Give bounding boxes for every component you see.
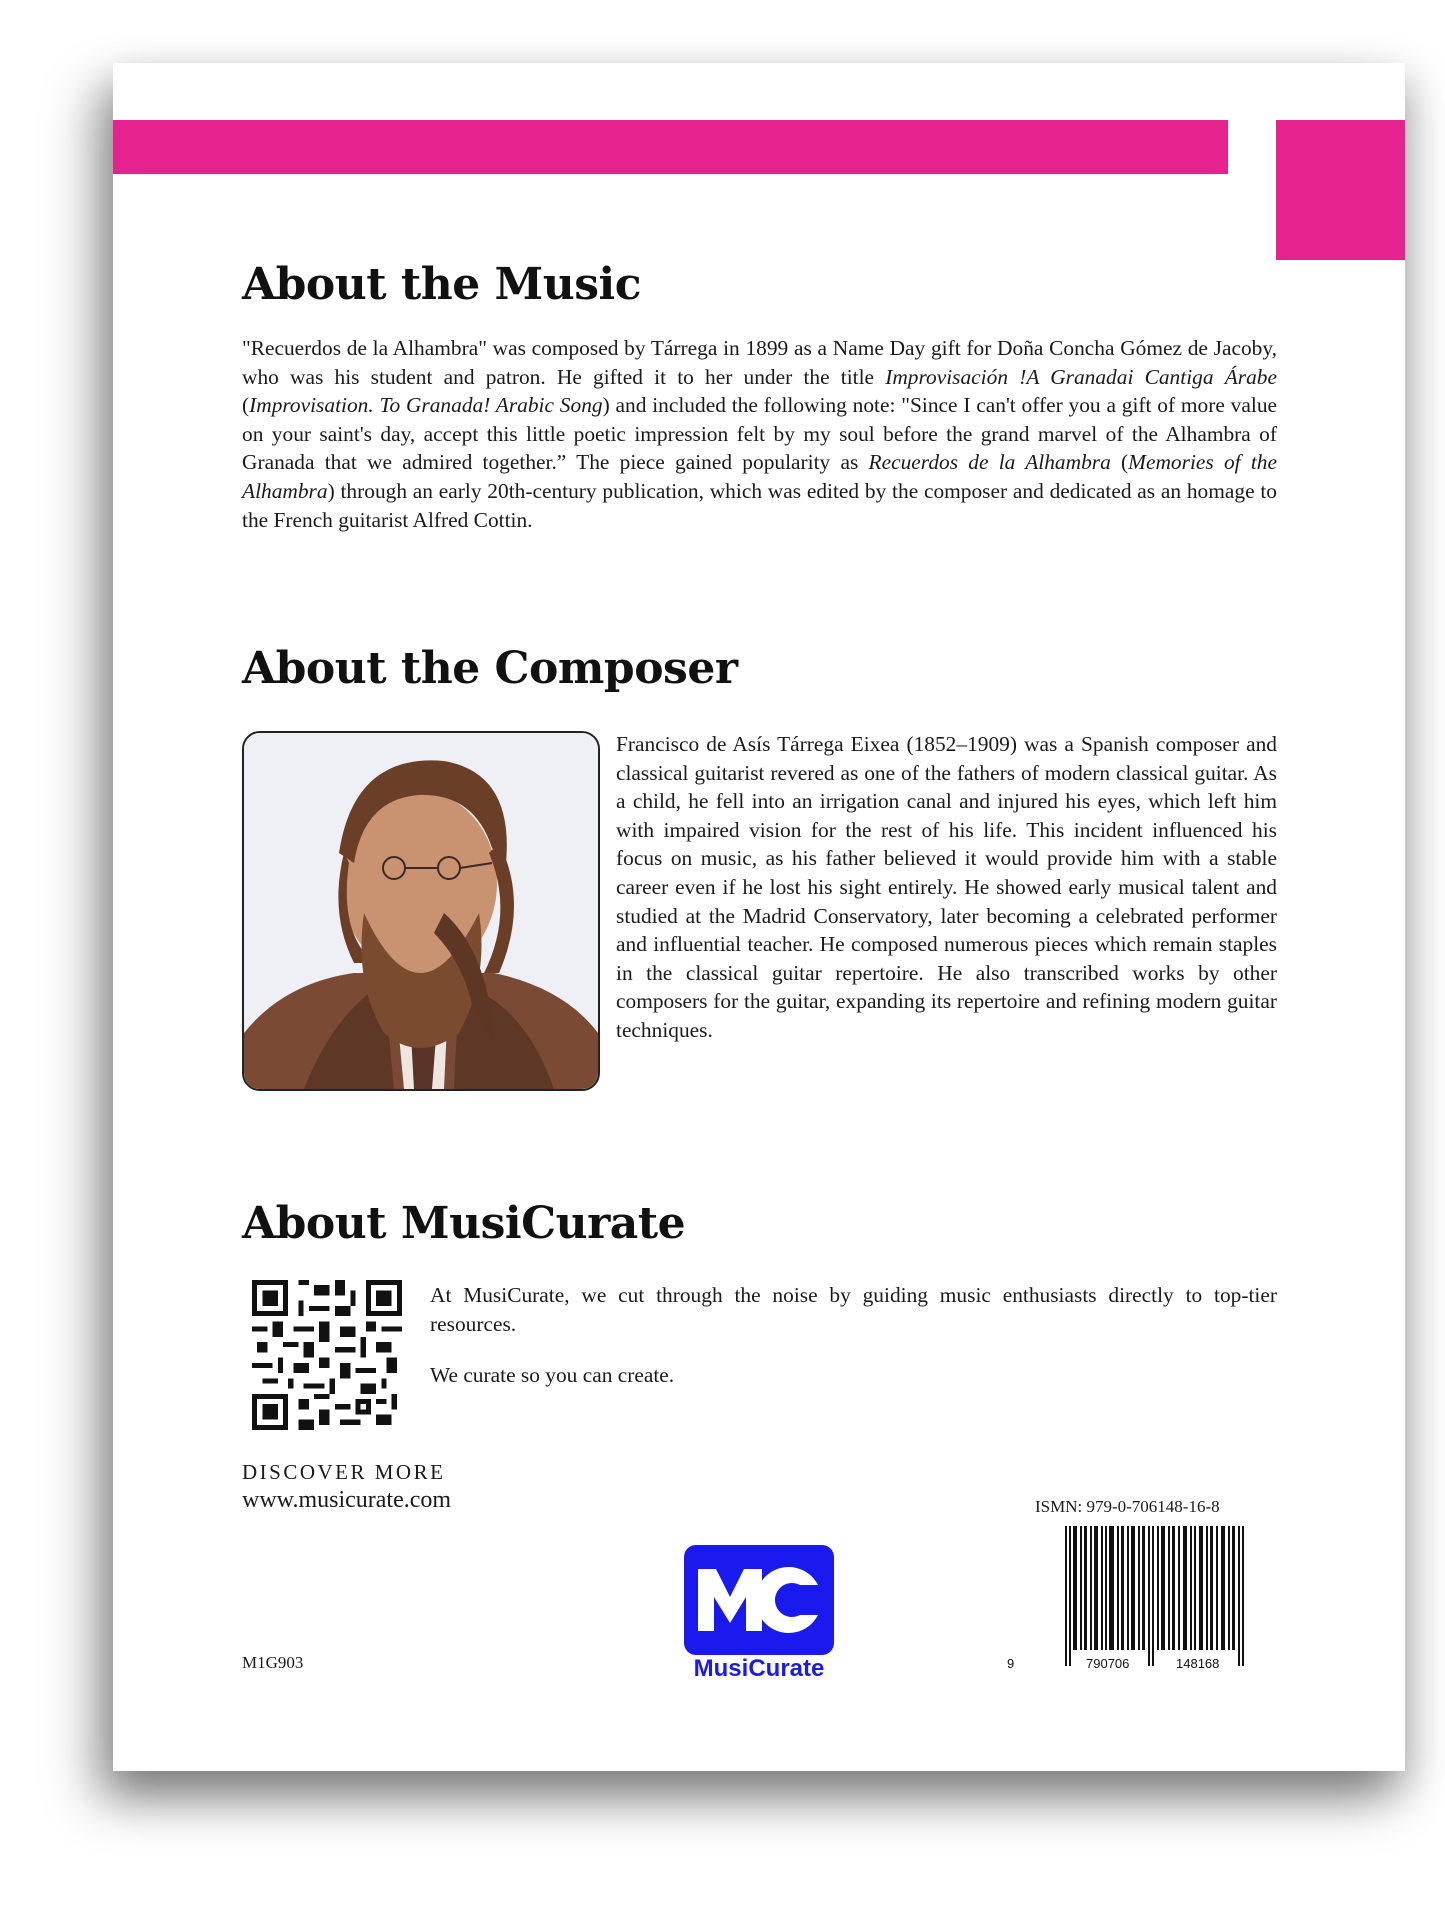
music-text-1: "Recuerdos de la Alhambra" was composed by Tárrega in 1899 as a Name Day gift for Doña Concha Gómez de Jacoby, who was his student and patron. He gifted it to her under the title: [242, 336, 1277, 389]
composer-portrait-illustration: [244, 733, 598, 1089]
website-link[interactable]: www.musicurate.com: [242, 1487, 452, 1513]
musicurate-logo-icon: [684, 1545, 834, 1655]
music-text-4: (: [1110, 450, 1129, 475]
barcode-digits-right: 148168: [1176, 1656, 1220, 1671]
music-italic-title-4: Memories of the Alhambra: [242, 450, 1277, 503]
music-heading: About the Music: [242, 259, 641, 310]
music-italic-title-1: Improvisación !A Granadai Cantiga Árabe: [885, 364, 1277, 389]
musicurate-text-1: At MusiCurate, we cut through the noise by guiding music enthusiasts directly to top-tier resources.: [430, 1283, 1277, 1336]
music-text-2: (: [242, 393, 250, 418]
barcode-graphic: [1035, 1526, 1267, 1670]
barcode-first-digit: 9: [1007, 1656, 1015, 1671]
accent-bar-top: [113, 120, 1228, 174]
barcode-digits-left: 790706: [1086, 1656, 1130, 1671]
composer-portrait: [242, 731, 600, 1091]
musicurate-tagline: We curate so you can create.: [430, 1363, 675, 1387]
musicurate-logo-text: MusiCurate: [693, 1655, 825, 1682]
book-back-cover: [113, 63, 1405, 1771]
accent-block-corner: [1276, 120, 1405, 260]
catalog-code: M1G903: [242, 1653, 304, 1672]
musicurate-heading: About MusiCurate: [242, 1198, 686, 1249]
discover-more-label: DISCOVER MORE: [242, 1460, 446, 1484]
music-italic-title-3: Recuerdos de la Alhambra: [868, 450, 1111, 475]
composer-heading: About the Composer: [242, 643, 738, 694]
composer-paragraph: Francisco de Asís Tárrega Eixea (1852–1909) was a Spanish composer and classical guitarist revered as one of the fathers of modern classical guitar. As a child, he fell into an irrigation canal and injured his eyes, which left him with impaired vision for the rest of his life. This incident influenced his focus on music, as his father believed it would provide him with a stable career even if he lost his sight entirely. He showed early musical talent and studied at the Madrid Conservatory, later becoming a celebrated performer and influential teacher. He composed numerous pieces which remain staples in the classical guitar repertoire. He also transcribed works by other composers for the guitar, expanding its repertoire and refining modern guitar techniques.: [616, 732, 1277, 1042]
ismn-label: ISMN: 979-0-706148-16-8: [1035, 1497, 1220, 1516]
music-italic-title-2: Improvisation. To Granada! Arabic Song: [249, 393, 603, 418]
music-text-5: ) through an early 20th-century publication, which was edited by the composer and dedicated as an homage to the French guitarist Alfred Cottin.: [242, 478, 1277, 532]
qr-code[interactable]: [252, 1280, 402, 1430]
music-paragraph: [242, 334, 1277, 534]
music-text-3: ) and included the following note: "Since I can't offer you a gift of more value on your saint's day, accept this little poetic impression felt by my soul before the grand marvel of the Alhambra of Granada that we admired together.” The piece gained popularity as: [242, 393, 1278, 475]
